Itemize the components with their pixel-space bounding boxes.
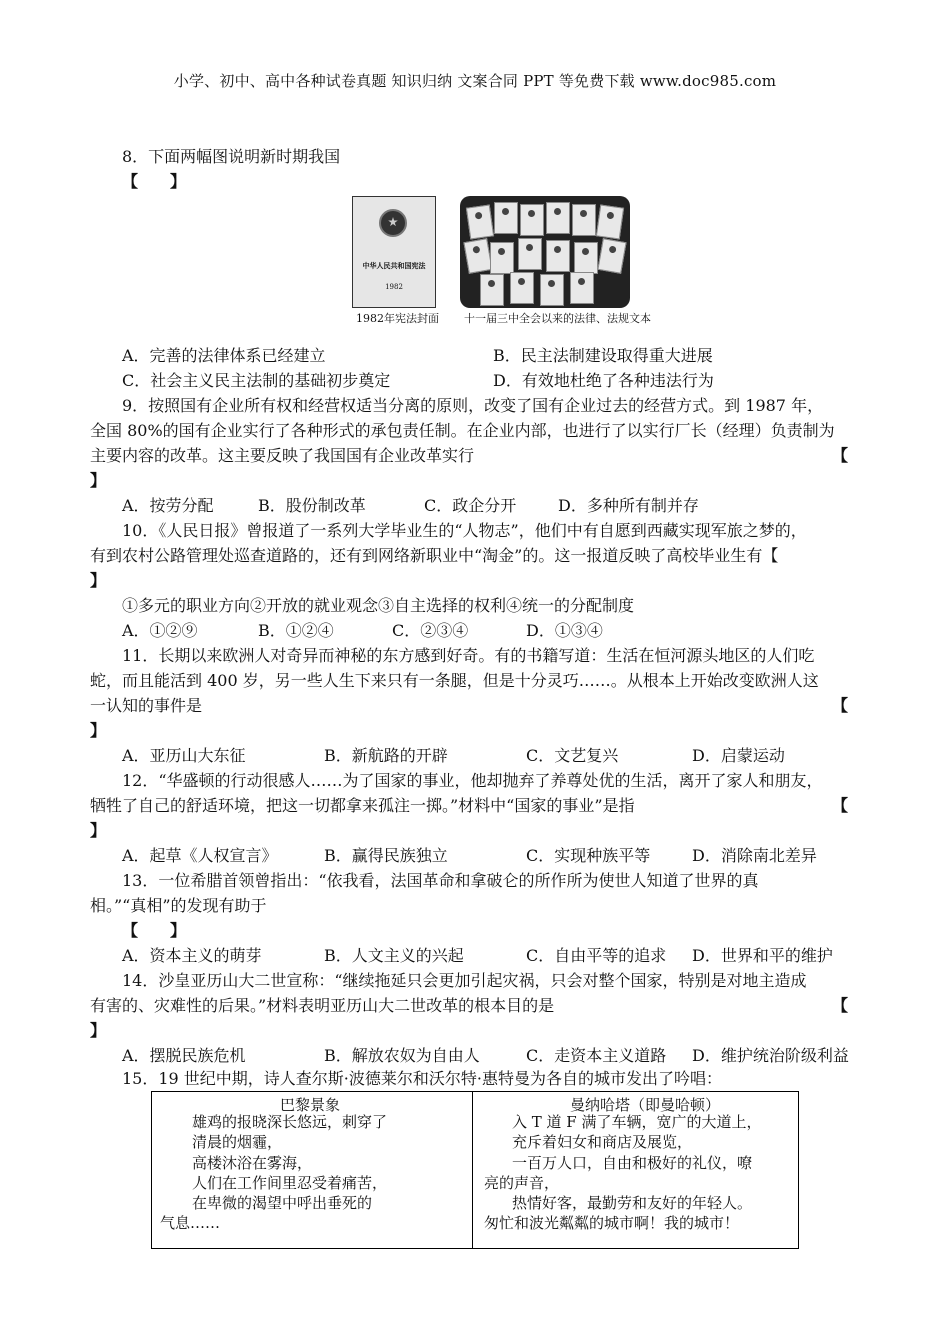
- national-emblem-icon: [379, 209, 407, 237]
- law-book: [546, 202, 570, 234]
- q12-bracket-open: 【: [832, 796, 849, 815]
- q9-line: 9．按照国有企业所有权和经营权适当分离的原则，改变了国有企业过去的经营方式。到 1987 年，: [122, 396, 824, 415]
- law-book: [510, 272, 534, 304]
- q9-line: 主要内容的改革。这主要反映了我国国有企业改革实行: [90, 446, 475, 465]
- q10-option-d: D．①③④: [526, 621, 603, 640]
- q14-option-b: B．解放农奴为自由人: [324, 1046, 480, 1065]
- right-poem-line: 热情好客，最勤劳和友好的年轻人。: [512, 1194, 753, 1212]
- q12-bracket-close: 】: [90, 821, 107, 840]
- law-book: [480, 274, 504, 306]
- q14-option-d: D．维护统治阶级利益: [692, 1046, 849, 1065]
- q12-line: 12．“华盛顿的行动很感人……为了国家的事业，他却抛弃了养尊处优的生活，离开了家人和朋友，: [122, 771, 823, 790]
- q12-option-d: D．消除南北差异: [692, 846, 817, 865]
- q8-option-b: B．民主法制建设取得重大进展: [493, 346, 713, 365]
- law-texts-image: [460, 196, 630, 308]
- law-book: [546, 240, 570, 272]
- q14-bracket-close: 】: [90, 1021, 107, 1040]
- q11-line: 11．长期以来欧洲人对奇异而神秘的东方感到好奇。有的书籍写道：生活在恒河源头地区的人们吃: [122, 646, 815, 665]
- right-poem-line: 入 T 道 F 满了车辆，宽广的大道上，: [512, 1113, 762, 1131]
- constitution-cover-title: 中华人民共和国宪法: [362, 261, 426, 270]
- law-book: [572, 204, 596, 236]
- q13-option-b: B．人文主义的兴起: [324, 946, 464, 965]
- q10-bracket-close: 】: [90, 571, 107, 590]
- q11-line: 一认知的事件是: [90, 696, 203, 715]
- q13-option-c: C．自由平等的追求: [526, 946, 667, 965]
- law-book: [596, 204, 624, 239]
- q9-option-a: A．按劳分配: [122, 496, 214, 515]
- q11-line: 蛇，而且能活到 400 岁，另一些人生下来只有一条腿，但是十分灵巧……。从根本上开始改变欧洲人这: [90, 671, 819, 690]
- q13-line: 相。”“真相”的发现有助于: [90, 896, 267, 915]
- q14-bracket-open: 【: [832, 996, 849, 1015]
- q9-option-b: B．股份制改革: [258, 496, 366, 515]
- q9-option-c: C．政企分开: [424, 496, 517, 515]
- q10-line: 10．《人民日报》曾报道了一系列大学毕业生的“人物志”，他们中有自愿到西藏实现军旅之梦的，: [122, 521, 807, 540]
- q10-statements: ①多元的职业方向②开放的就业观念③自主选择的权利④统一的分配制度: [122, 596, 635, 615]
- right-poem-line: 匆忙和波光粼粼的城市啊！我的城市！: [484, 1214, 740, 1232]
- law-book: [570, 272, 594, 304]
- left-poem-line: 在卑微的渴望中呼出垂死的: [192, 1194, 373, 1212]
- q11-option-a: A．亚历山大东征: [122, 746, 246, 765]
- q11-bracket-open: 【: [832, 696, 849, 715]
- q12-option-c: C．实现种族平等: [526, 846, 651, 865]
- q12-option-a: A．起草《人权宣言》: [122, 846, 278, 865]
- q14-line: 14．沙皇亚历山大二世宣称：“继续拖延只会更加引起灾祸，只会对整个国家，特别是对地主造成: [122, 971, 807, 990]
- law-book: [518, 238, 542, 270]
- q14-option-c: C．走资本主义道路: [526, 1046, 667, 1065]
- q11-option-b: B．新航路的开辟: [324, 746, 448, 765]
- q13-answer-bracket: 【 】: [122, 921, 187, 940]
- q11-option-c: C．文艺复兴: [526, 746, 619, 765]
- right-poem-line: 亮的声音，: [484, 1174, 560, 1192]
- q8-stem: 8．下面两幅图说明新时期我国: [122, 147, 341, 166]
- q13-option-d: D．世界和平的维护: [692, 946, 833, 965]
- q9-bracket-close: 】: [90, 471, 107, 490]
- law-book: [490, 242, 514, 274]
- law-book: [574, 242, 598, 274]
- right-poem-title: 曼纳哈塔（即曼哈顿）: [570, 1096, 721, 1114]
- law-book: [597, 238, 626, 274]
- right-poem-line: 一百万人口，自由和极好的礼仪，嘹: [512, 1154, 753, 1172]
- q9-bracket-open: 【: [832, 446, 849, 465]
- q12-line: 牺牲了自己的舒适环境，把这一切都拿来孤注一掷。”材料中“国家的事业”是指: [90, 796, 635, 815]
- q10-option-b: B．①②④: [258, 621, 334, 640]
- left-poem-line: 高楼沐浴在雾海，: [192, 1154, 313, 1172]
- q8-option-d: D．有效地杜绝了各种违法行为: [493, 371, 714, 390]
- table-divider: [472, 1092, 473, 1248]
- q13-option-a: A．资本主义的萌芽: [122, 946, 262, 965]
- law-book: [520, 204, 544, 236]
- law-book: [540, 274, 564, 306]
- q11-bracket-close: 】: [90, 721, 107, 740]
- q12-option-b: B．赢得民族独立: [324, 846, 448, 865]
- page-header: 小学、初中、高中各种试卷真题 知识归纳 文案合同 PPT 等免费下载 www.doc985.com: [173, 72, 777, 90]
- figure1-caption: 1982年宪法封面: [356, 312, 439, 325]
- left-poem-line: 人们在工作间里忍受着痛苦，: [192, 1174, 388, 1192]
- q15-stem: 15．19 世纪中期，诗人查尔斯·波德莱尔和沃尔特·惠特曼为各自的城市发出了吟唱：: [122, 1069, 722, 1088]
- left-poem-line: 清晨的烟霾，: [192, 1133, 283, 1151]
- q9-line: 全国 80%的国有企业实行了各种形式的承包责任制。在企业内部，也进行了以实行厂长（经理）负责制为: [90, 421, 835, 440]
- left-poem-line: 雄鸡的报晓深长悠远，刺穿了: [192, 1113, 388, 1131]
- q9-option-d: D．多种所有制并存: [558, 496, 699, 515]
- left-poem-line: 气息……: [160, 1214, 221, 1232]
- q10-line: 有到农村公路管理处巡查道路的，还有到网络新职业中“淘金”的。这一报道反映了高校毕业生有【: [90, 546, 779, 565]
- poem-comparison-table: [151, 1091, 799, 1249]
- right-poem-line: 充斥着妇女和商店及展览，: [512, 1133, 693, 1151]
- figure2-caption: 十一届三中全会以来的法律、法规文本: [464, 312, 651, 325]
- q13-line: 13．一位希腊首领曾指出：“依我看，法国革命和拿破仑的所作所为使世人知道了世界的真: [122, 871, 759, 890]
- constitution-cover-image: [352, 196, 436, 308]
- q14-line: 有害的、灾难性的后果。”材料表明亚历山大二世改革的根本目的是: [90, 996, 555, 1015]
- constitution-cover-year: 1982: [385, 283, 403, 291]
- q8-option-a: A．完善的法律体系已经建立: [122, 346, 326, 365]
- q8-option-c: C．社会主义民主法制的基础初步奠定: [122, 371, 391, 390]
- law-book: [463, 238, 492, 274]
- q11-option-d: D．启蒙运动: [692, 746, 785, 765]
- q10-option-a: A．①②⑨: [122, 621, 198, 640]
- law-book: [494, 202, 518, 234]
- q10-option-c: C．②③④: [392, 621, 469, 640]
- law-book: [466, 204, 494, 239]
- q14-option-a: A．摆脱民族危机: [122, 1046, 246, 1065]
- left-poem-title: 巴黎景象: [280, 1096, 341, 1114]
- q8-answer-bracket: 【 】: [122, 172, 187, 191]
